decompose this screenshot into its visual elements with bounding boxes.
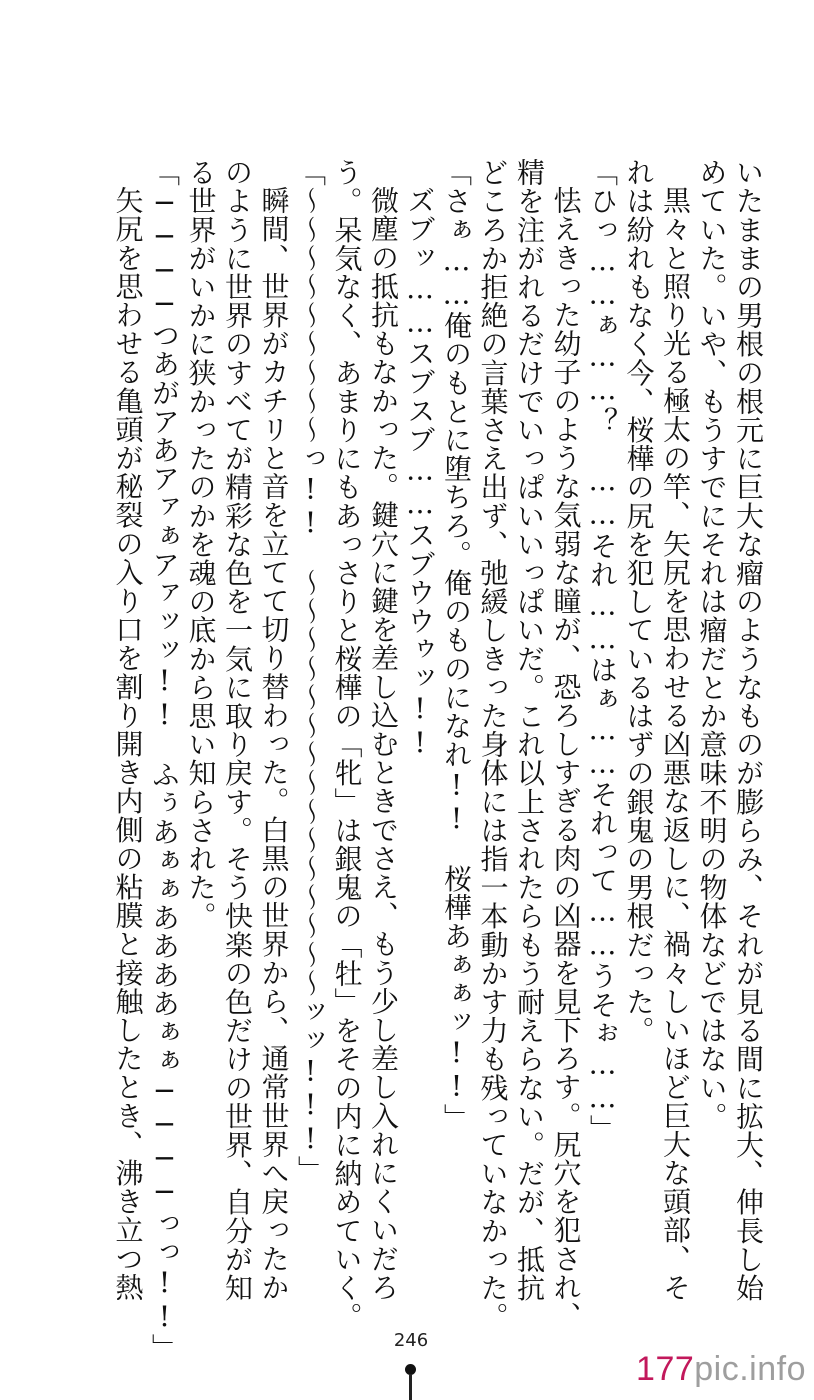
page-number: 246 (393, 1330, 429, 1351)
site-watermark (636, 1350, 806, 1389)
text-line-11: 微塵の抵抗もなかった。鍵穴に鍵を差し込むときでさえ、もう少し差し入れにくいだろ (367, 186, 400, 1302)
text-line-16: る世界がいかに狭かったのかを魂の底から思い知らされた。 (184, 158, 218, 931)
text-line-14: 瞬間、世界がカチリと音を立てて切り替わった。白黒の世界から、通常世界へ戻ったか (257, 186, 291, 1302)
watermark-number: 177 (636, 1350, 695, 1388)
text-line-5: 「ひっ……ぁ……？ ……それ……はぁ……それって……うそぉ……」 (586, 158, 619, 1144)
text-line-17: 「────つあがアあアァぁアァッッ!! ふぅあぁぁああああぁぁ────っっ!!」 (148, 158, 181, 1362)
text-line-7: 精を注がれるだけでいっぱいいっぱいだ。これ以上されたらもう耐えらない。だが、抵抗 (513, 158, 546, 1302)
text-line-10: ズブッ……スブスブ……スブウウゥッ!! (403, 186, 437, 760)
watermark-domain: pic.info (694, 1350, 806, 1388)
text-line-9: 「さぁ……俺のもとに堕ちろ。俺のものになれ!! 桜樺あぁぁッ!!」 (440, 158, 473, 1132)
text-line-13: 「〜〜〜〜〜〜〜〜〜っ!! 〜〜〜〜〜〜〜〜〜〜〜〜〜〜〜ッッ!!!」 (294, 158, 327, 1184)
text-line-4: れは紛れもなく今、桜樺の尻を犯しているはずの銀鬼の男根だった。 (622, 158, 656, 1045)
text-line-2: めていた。いや、もうすでにそれは瘤だとか意味不明の物体などではない。 (695, 158, 729, 1131)
text-line-3: 黒々と照り光る極太の竿、矢尻を思わせる凶悪な返しに、禍々しいほど巨大な頭部、そ (659, 186, 692, 1302)
text-line-8: どころか拒絶の言葉さえ出ず、弛緩しきった身体には指一本動かす力も残っていなかった。 (476, 158, 510, 1331)
page-marker-rule (409, 1374, 412, 1400)
text-line-6: 怯えきった幼子のような気弱な瞳が、恐ろしすぎる肉の凶器を見下ろす。尻穴を犯され、 (549, 186, 583, 1330)
text-line-15: のように世界のすべてが精彩な色を一気に取り戻す。そう快楽の色だけの世界、自分が知 (221, 158, 254, 1302)
text-line-18: 矢尻を思わせる亀頭が秘裂の入り口を割り開き内側の粘膜と接触したとき、沸き立つ熱 (111, 186, 145, 1302)
text-line-1: いたままの男根の根元に巨大な瘤のようなものが膨らみ、それが見る間に拡大、伸長し始 (732, 158, 765, 1302)
text-line-12: う。呆気なく、あまりにもあっさりと桜樺の「牝」は銀鬼の「牡」をその内に納めていく。 (330, 158, 364, 1331)
